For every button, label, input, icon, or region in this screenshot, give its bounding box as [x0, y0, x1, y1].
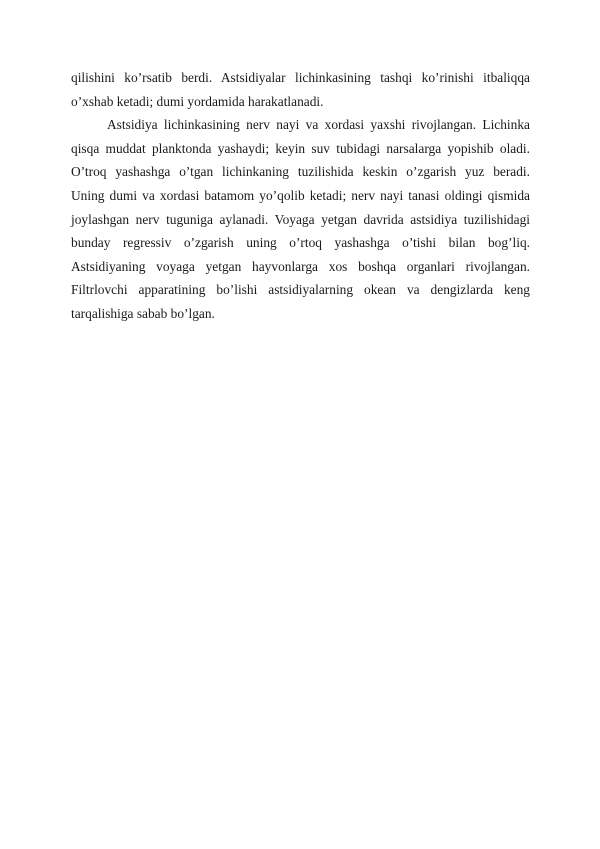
text-line: o’xshab ketadi; dumi yordamida harakatlanadi. — [71, 93, 324, 109]
text-line: qisqa muddat planktonda yashaydi; keyin suv tubidagi narsalarga yopishib oladi. — [71, 140, 530, 156]
paragraph-1 — [71, 66, 530, 113]
text-line: Uning dumi va xordasi batamom yo’qolib ketadi; nerv nayi tanasi oldingi qismida — [71, 187, 530, 203]
text-line: Filtrlovchi apparatining bo’lishi astsidiyalarning okean va dengizlarda keng — [71, 282, 530, 298]
text-line: bunday regressiv o’zgarish uning o’rtoq yashashga o’tishi bilan bog’liq. — [71, 235, 530, 251]
text-line: qilishini ko’rsatib berdi. Astsidiyalar lichinkasining tashqi ko’rinishi itbaliqqa — [71, 70, 530, 85]
text-line: O’troq yashashga o’tgan lichinkaning tuzilishida keskin o’zgarish yuz beradi. — [71, 164, 530, 180]
text-line: Astsidiya lichinkasining nerv nayi va xordasi yaxshi rivojlangan. Lichinka — [107, 117, 530, 133]
body-text — [71, 66, 530, 326]
text-line: joylashgan nerv tuguniga aylanadi. Voyaga yetgan davrida astsidiya tuzilishidagi — [71, 211, 530, 227]
paragraph-2 — [71, 113, 530, 325]
text-line: Astsidiyaning voyaga yetgan hayvonlarga xos boshqa organlari rivojlangan. — [71, 258, 530, 274]
text-line: tarqalishiga sabab bo’lgan. — [71, 305, 215, 321]
